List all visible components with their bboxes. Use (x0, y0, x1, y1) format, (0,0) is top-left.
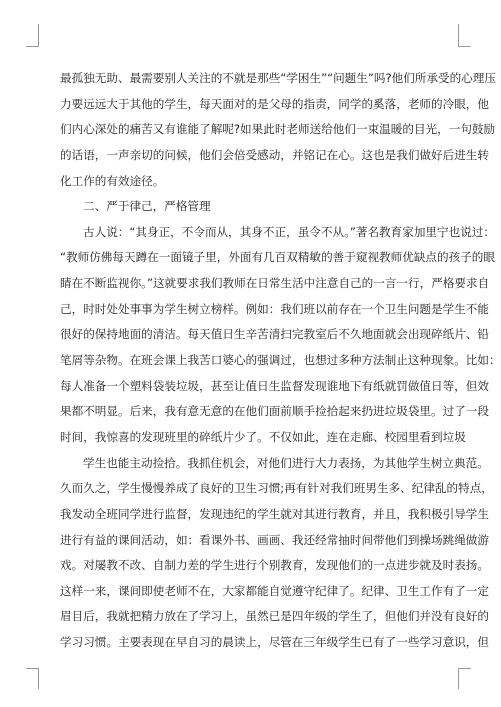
crop-mark-top-right (458, 24, 471, 47)
text-line: “教师仿佛每天蹲在一面镜子里，外面有几百双精敏的善于窥视教师优缺点的孩子的眼 (60, 250, 495, 265)
section-heading: 二、严于律己，严格管理 (83, 199, 211, 214)
text-line: 己，时时处处事事为学生树立榜样。例如：我们班以前存在一个卫生问题是学生不能 (60, 301, 489, 316)
crop-mark-bottom-right (458, 668, 471, 689)
text-line: 笔屑等杂物。在班会课上我苦口婆心的强调过，也想过多种方法制止这种现象。比如： (60, 353, 501, 368)
text-line: 这样一来，课间即使老师不在，大家都能自觉遵守纪律了。纪律、卫生工作有了一定 (60, 583, 489, 598)
body-text (60, 66, 501, 656)
text-line: 眉目后，我就把精力放在了学习上，虽然已是四年级的学生了，但他们并没有良好的 (60, 609, 489, 624)
text-line: 力要远远大于其他的学生，每天面对的是父母的指责，同学的奚落，老师的冷眼，他 (60, 96, 489, 111)
text-line: 化工作的有效途径。 (60, 173, 165, 188)
text-line: 时间，我惊喜的发现班里的碎纸片少了。不仅如此，连在走廊、校园里看到垃圾 (60, 429, 466, 444)
text-line: 果都不明显。后来，我有意无意的在他们面前顺手捡拾起来扔进垃圾袋里。过了一段 (60, 404, 489, 419)
text-line: 进行有益的课间活动，如：看课外书、画画、我还经常抽时间带他们到操场跳绳做游 (60, 532, 489, 547)
text-line: 很好的保持地面的清洁。每天值日生辛苦清扫完教室后不久地面就会出现碎纸片、铅 (60, 327, 489, 342)
text-line: 的话语，一声亲切的问候，他们会倍受感动，并铭记在心。这也是我们做好后进生转 (60, 147, 489, 162)
text-line: 我发动全班同学进行监督，发现违纪的学生就对其进行教育，并且，我积极引导学生 (60, 506, 489, 521)
text-line: 们内心深处的痛苦又有谁能了解呢?如果此时老师送给他们一束温暖的目光，一句鼓励 (60, 122, 496, 137)
crop-mark-bottom-left (26, 668, 39, 689)
text-line: 每人准备一个塑料袋装垃圾，甚至让值日生监督发现谁地下有纸就罚做值日等，但效 (60, 378, 489, 393)
text-line: 睛在不断监视你。”这就要求我们教师在日常生活中注意自己的一言一行，严格要求自 (60, 276, 490, 291)
text-line: 最孤独无助、最需要别人关注的不就是那些“学困生”“问题生”吗?他们所承受的心理压 (60, 71, 496, 85)
text-line: 古人说：“其身正，不令而从，其身不正，虽令不从。”著名教育家加里宁也说过： (83, 224, 495, 239)
text-line: 学生也能主动捡拾。我抓住机会，对他们进行大力表扬，为其他学生树立典范。 (83, 455, 489, 470)
text-line: 久而久之，学生慢慢养成了良好的卫生习惯;再有针对我们班男生多、纪律乱的特点， (60, 481, 493, 496)
crop-mark-top-left (26, 24, 39, 47)
text-line: 学习习惯。主要表现在早自习的晨读上，尽管在三年级学生已有了一些学习意识，但 (60, 635, 489, 650)
text-line: 戏。对屡教不改、自制力差的学生进行个别教育，发现他们的一点进步就及时表扬。 (60, 558, 489, 573)
